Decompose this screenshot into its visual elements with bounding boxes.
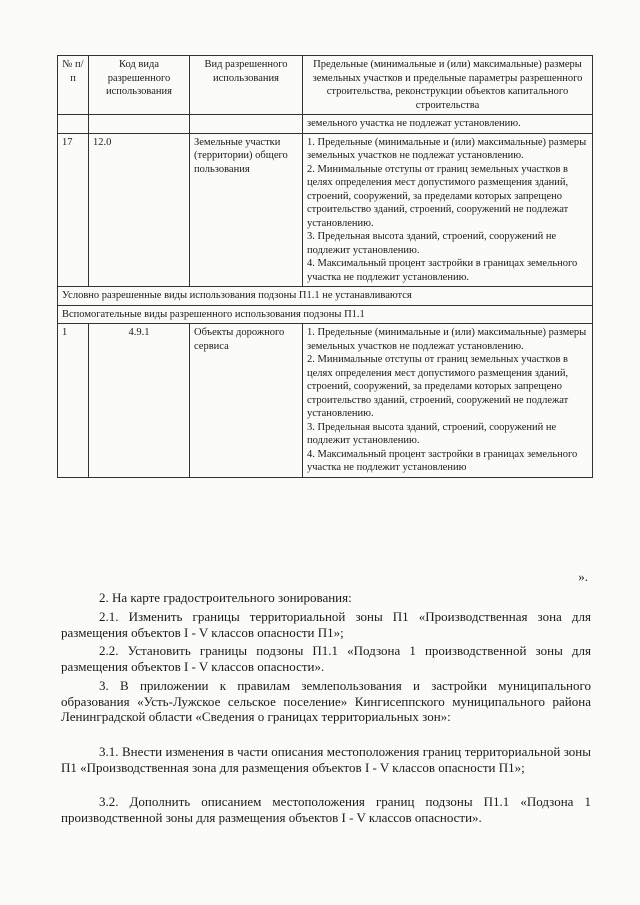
paragraph-3-1: 3.1. Внести изменения в части описания местоположения границ территориальной зоны П1 «Производственная зона для размещения объектов I - V классов опасности П1»; xyxy=(61,744,591,775)
param-item: 2. Минимальные отступы от границ земельных участков в целях определения мест допустимого размещения зданий, строений, сооружений, за пределами которых запрещено строительство зданий, строений, сооружений не подлежат установлению. xyxy=(307,354,569,419)
table-row-17 xyxy=(58,133,593,287)
cell-empty xyxy=(89,115,190,134)
cell-parameters xyxy=(303,324,593,478)
header-use-type: Вид разрешенного использования xyxy=(190,56,303,115)
closing-quote: ». xyxy=(578,569,588,584)
cell-code: 4.9.1 xyxy=(89,324,190,478)
header-number: № п/п xyxy=(58,56,89,115)
table-row-1 xyxy=(58,324,593,478)
cell-parameters xyxy=(303,133,593,287)
param-item: 4. Максимальный процент застройки в границах земельного участка не подлежит установлению. xyxy=(307,258,578,283)
paragraph-3: 3. В приложении к правилам землепользования и застройки муниципального образования «Усть-Лужское сельское поселение» Кингисеппского муниципального района Ленинградской области «Сведения о границах территориальных зон»: xyxy=(61,678,591,724)
paragraph-2-2: 2.2. Установить границы подзоны П1.1 «Подзона 1 производственной зоны для размещения объектов I - V классов опасности». xyxy=(61,643,591,674)
paragraph-2: 2. На карте градостроительного зонирования: xyxy=(99,590,352,605)
cell-number: 17 xyxy=(58,133,89,287)
section-auxiliary-heading: Вспомогательные виды разрешенного использования подзоны П1.1 xyxy=(58,305,593,324)
param-item: 2. Минимальные отступы от границ земельных участков в целях определения мест допустимого размещения зданий, строений, сооружений, за пределами которых запрещено строительство зданий, строений, сооружений не подлежат установлению. xyxy=(307,163,569,229)
section-row-conditional xyxy=(58,287,593,306)
paragraph-2-1: 2.1. Изменить границы территориальной зоны П1 «Производственная зона для размещения объектов I - V классов опасности П1»; xyxy=(61,609,591,640)
param-item: 1. Предельные (минимальные и (или) максимальные) размеры земельных участков не подлежат установлению. xyxy=(307,136,587,161)
paragraph-3-2: 3.2. Дополнить описанием местоположения границ подзоны П1.1 «Подзона 1 производственной зоны для размещения объектов I - V классов опасности». xyxy=(61,794,591,825)
cell-empty xyxy=(58,115,89,134)
cell-code: 12.0 xyxy=(89,133,190,287)
table-row-carryover xyxy=(58,115,593,134)
cell-carryover-text: земельного участка не подлежат установлению. xyxy=(303,115,593,134)
param-item: 3. Предельная высота зданий, строений, сооружений не подлежит установлению. xyxy=(307,231,557,256)
land-use-table xyxy=(57,55,593,478)
cell-number: 1 xyxy=(58,324,89,478)
param-item: 1. Предельные (минимальные и (или) максимальные) размеры земельных участков не подлежат установлению. xyxy=(307,327,587,352)
cell-empty xyxy=(190,115,303,134)
section-conditional-heading: Условно разрешенные виды использования подзоны П1.1 не устанавливаются xyxy=(58,287,593,306)
section-row-auxiliary xyxy=(58,305,593,324)
cell-use-name: Объекты дорожного сервиса xyxy=(190,324,303,478)
header-code: Код вида разрешенного использования xyxy=(89,56,190,115)
header-parameters: Предельные (минимальные и (или) максимальные) размеры земельных участков и предельные параметры разрешенного строительства, реконструкции объектов капитального строительства xyxy=(303,56,593,115)
param-item: 4. Максимальный процент застройки в границах земельного участка не подлежит установлению xyxy=(307,448,578,473)
cell-use-name: Земельные участки (территории) общего пользования xyxy=(190,133,303,287)
table-header-row xyxy=(58,56,593,115)
param-item: 3. Предельная высота зданий, строений, сооружений не подлежит установлению. xyxy=(307,421,557,446)
